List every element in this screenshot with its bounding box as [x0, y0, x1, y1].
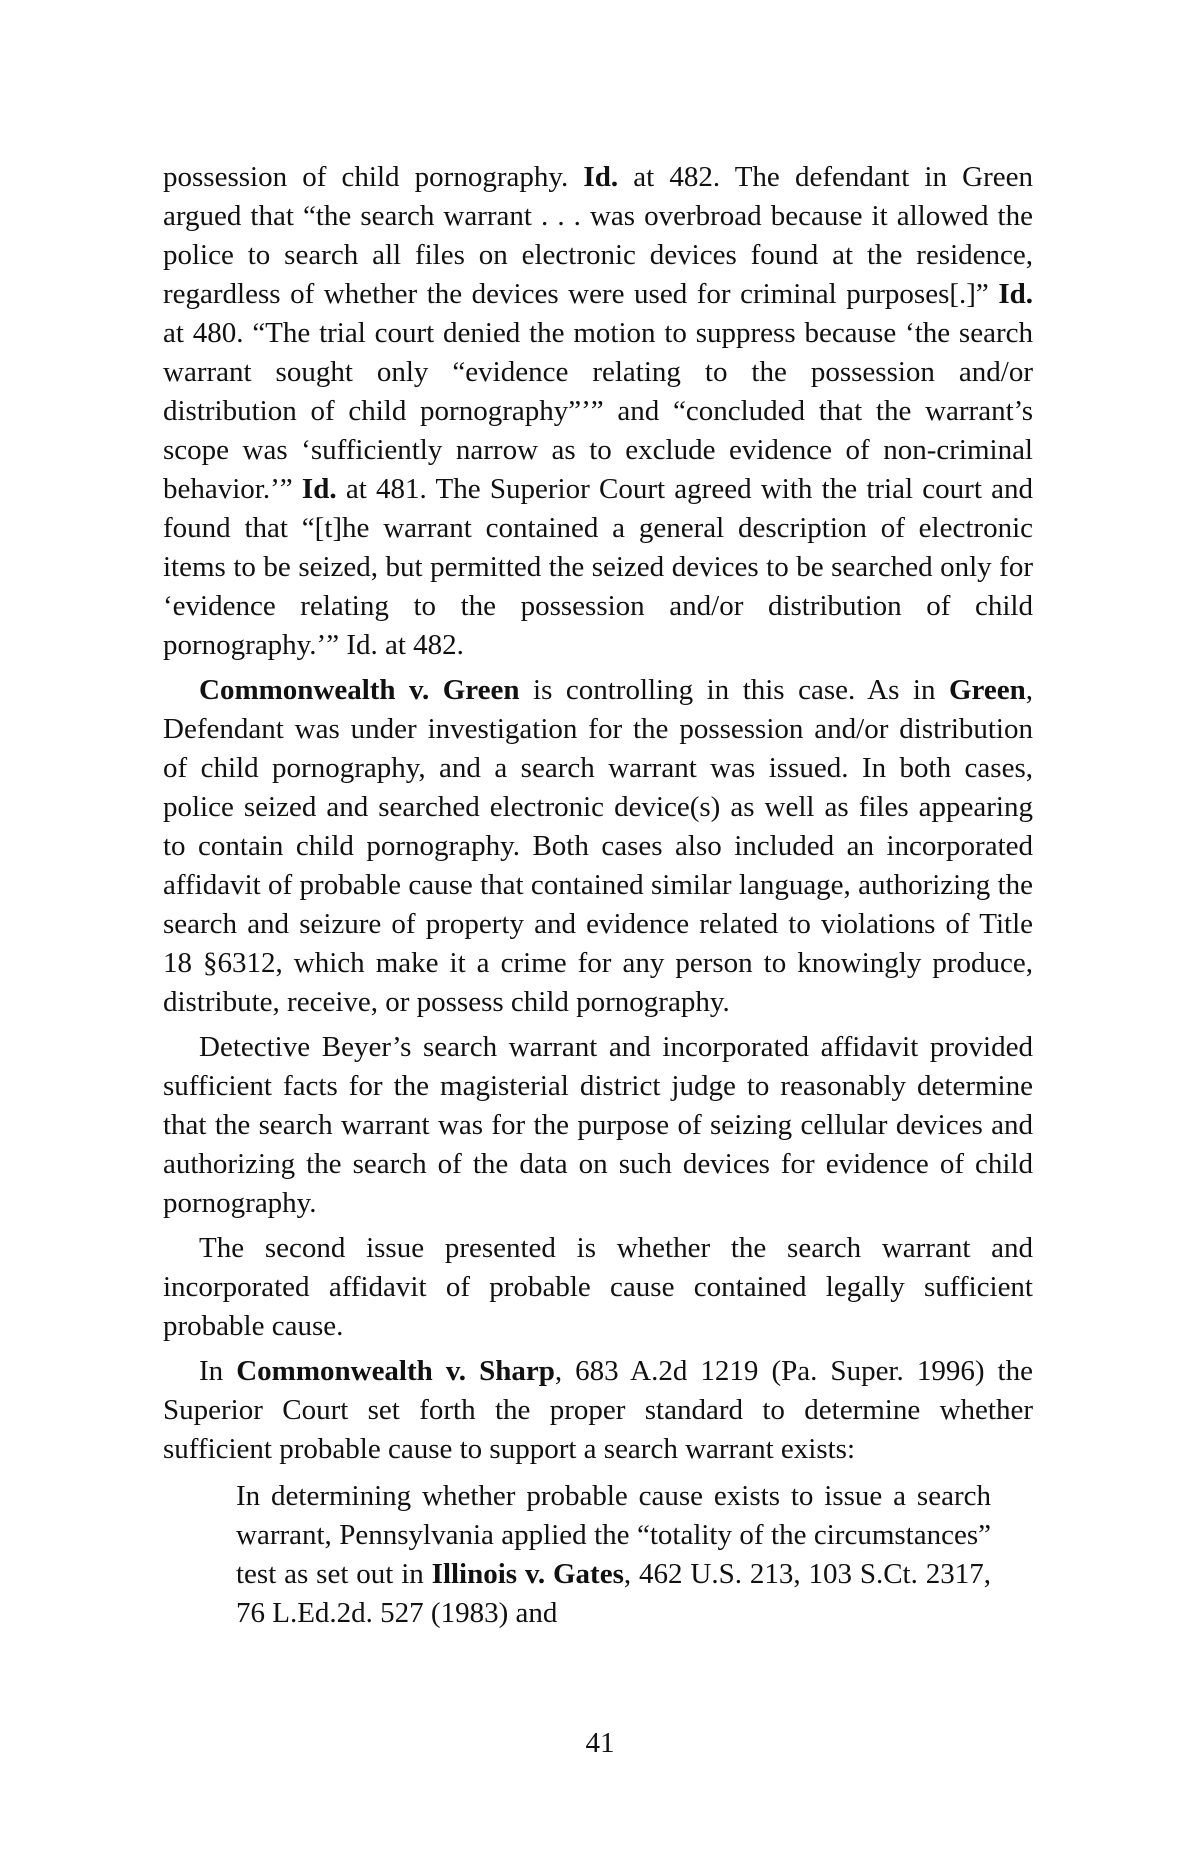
paragraph-5	[163, 1352, 1033, 1469]
bold-citation: Green	[948, 674, 1026, 706]
paragraph-2	[163, 671, 1033, 1022]
block-quote-text	[236, 1477, 991, 1633]
bold-citation: Id.	[998, 278, 1033, 310]
paragraph-4	[163, 1229, 1033, 1346]
bold-citation: Id.	[301, 473, 337, 505]
text-run: In	[199, 1355, 237, 1387]
bold-citation: Illinois v. Gates	[431, 1558, 624, 1590]
text-run: at 480. “The trial court denied the motion to suppress because ‘the search warrant sought only “evidence relating to the possession and/or distribution of child pornography”’” and “concluded that the warrant’s scope was ‘sufficiently narrow as to exclude evidence of non-criminal behavior.’”	[163, 317, 1033, 505]
page-number: 41	[585, 1727, 615, 1759]
text-run: In determining whether probable cause exists to issue a search warrant, Pennsylvania applied the “totality of the circumstances” test as set out in	[236, 1480, 991, 1590]
text-run: possession of child pornography.	[163, 161, 584, 193]
text-run: at 481. The Superior Court agreed with the trial court and found that “[t]he warrant contained a general description of electronic items to be seized, but permitted the seized devices to be searched only for ‘evidence relating to the possession and/or distribution of child pornography.’” Id. at 482.	[163, 473, 1033, 661]
paragraph-1	[163, 158, 1033, 665]
text-run: , 462 U.S. 213, 103 S.Ct. 2317, 76 L.Ed.2d. 527 (1983) and	[236, 1558, 991, 1629]
bold-citation: Commonwealth v. Sharp	[236, 1355, 555, 1387]
text-run: at 482. The defendant in Green argued that “the search warrant . . . was overbroad because it allowed the police to search all files on electronic devices found at the residence, regardless of whether the devices were used for criminal purposes[.]”	[163, 161, 1033, 310]
paragraph-3	[163, 1028, 1033, 1223]
text-run: , 683 A.2d 1219 (Pa. Super. 1996) the Superior Court set forth the proper standard to determine whether sufficient probable cause to support a search warrant exists:	[163, 1355, 1033, 1465]
text-run: , Defendant was under investigation for the possession and/or distribution of child pornography, and a search warrant was issued. In both cases, police seized and searched electronic device(s) as well as files appearing to contain child pornography. Both cases also included an incorporated affidavit of probable cause that contained similar language, authorizing the search and seizure of property and evidence related to violations of Title 18 §6312, which make it a crime for any person to knowingly produce, distribute, receive, or possess child pornography.	[163, 674, 1033, 1018]
text-run: The second issue presented is whether the search warrant and incorporated affidavit of probable cause contained legally sufficient probable cause.	[163, 1232, 1033, 1342]
text-run: Detective Beyer’s search warrant and incorporated affidavit provided sufficient facts for the magisterial district judge to reasonably determine that the search warrant was for the purpose of seizing cellular devices and authorizing the search of the data on such devices for evidence of child pornography.	[163, 1031, 1033, 1219]
bold-citation: Id.	[583, 161, 619, 193]
document-body	[163, 158, 1033, 1639]
block-quote	[163, 1477, 1033, 1633]
text-run: is controlling in this case. As in	[519, 674, 949, 706]
bold-citation: Commonwealth v. Green	[199, 674, 520, 706]
